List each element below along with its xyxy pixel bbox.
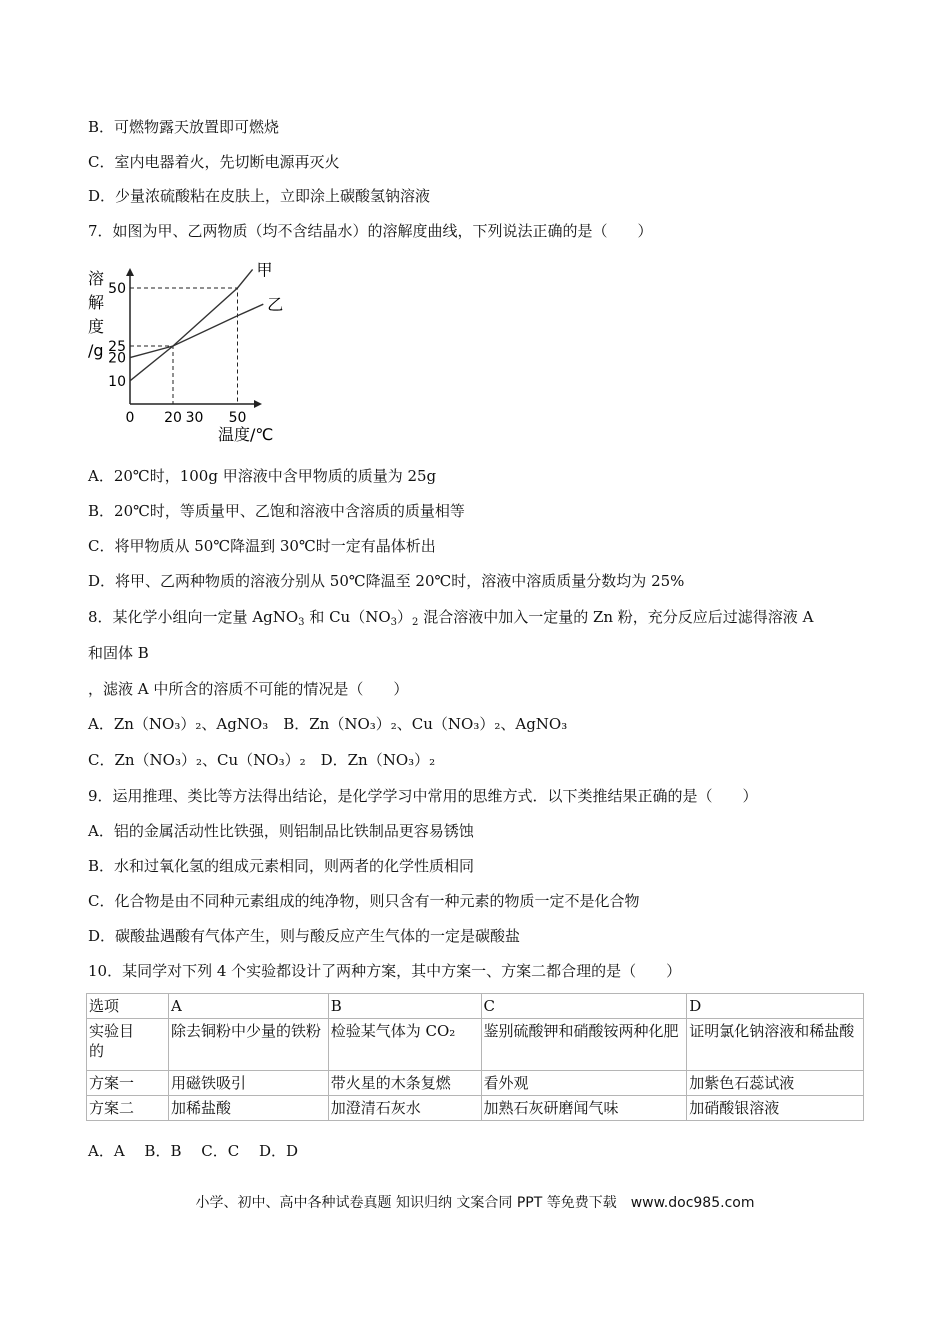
q8-stem-part: 混合溶液中加入一定量的 Zn 粉，充分反应后过滤得溶液 A [418,608,814,626]
series-curve-yi [130,304,263,357]
q10-table [86,993,864,1121]
table-cell: 加熟石灰研磨闻气味 [481,1096,687,1121]
q8-stem [88,607,813,633]
q9-option-a: A．铝的金属活动性比铁强，则铝制品比铁制品更容易锈蚀 [88,822,474,840]
series-label: 乙 [267,295,284,315]
y-axis-label-char: 度 [88,317,105,336]
table-row [87,1071,864,1096]
q7-option-b: B．20℃时，等质量甲、乙饱和溶液中含溶质的质量相等 [88,502,465,520]
table-cell: C [481,994,687,1019]
q10-options: A．A B．B C．C D．D [88,1142,299,1160]
q9-stem: 9．运用推理、类比等方法得出结论，是化学学习中常用的思维方式．以下类推结果正确的是（ ） [88,787,758,805]
y-axis-label-char: 解 [88,293,105,312]
x-tick-label: 0 [125,410,135,426]
table-row [87,1019,864,1071]
table-cell: A [168,994,328,1019]
q8-stem-part: 和 Cu（NO [304,608,391,626]
x-axis-label: 温度/℃ [218,425,274,444]
x-axis-arrow [254,400,262,408]
q7-option-d: D．将甲、乙两种物质的溶液分别从 50℃降温至 20℃时，溶液中溶质质量分数均为 25% [88,572,685,590]
series-label: 甲 [256,262,273,280]
table-cell: 除去铜粉中少量的铁粉 [168,1019,328,1071]
q8-options-ab: A．Zn（NO₃）₂、AgNO₃ B．Zn（NO₃）₂、Cu（NO₃）₂、AgNO₃ [88,715,568,733]
q8-options-cd: C．Zn（NO₃）₂、Cu（NO₃）₂ D．Zn（NO₃）₂ [88,751,436,769]
q8-stem-part: 8．某化学小组向一定量 AgNO [88,608,299,626]
y-tick-label: 25 [108,339,126,355]
table-cell: 用磁铁吸引 [168,1071,328,1096]
footer-ad: 小学、初中、高中各种试卷真题 知识归纳 文案合同 PPT 等免费下载 www.doc985.com [195,1195,755,1211]
q6-option-d: D．少量浓硫酸粘在皮肤上，立即涂上碳酸氢钠溶液 [88,187,431,205]
y-axis-label-char: 溶 [88,269,105,288]
q9-option-b: B．水和过氧化氢的组成元素相同，则两者的化学性质相同 [88,857,475,875]
y-tick-label: 10 [108,373,126,390]
table-cell: 加硝酸银溶液 [687,1096,864,1121]
y-axis-label-char: /g [88,341,104,360]
q10-stem: 10．某同学对下列 4 个实验都设计了两种方案，其中方案一、方案二都合理的是（ ） [88,962,682,980]
x-tick-label: 20 [164,410,182,426]
table-cell: 选项 [87,994,169,1019]
q7-stem: 7．如图为甲、乙两物质（均不含结晶水）的溶解度曲线，下列说法正确的是（ ） [88,222,653,240]
x-tick-label: 30 [185,410,204,426]
subscript: 2 [412,617,419,628]
table-cell: 带火星的木条复燃 [328,1071,481,1096]
table-cell: B [328,994,481,1019]
table-cell: 检验某气体为 CO₂ [328,1019,481,1071]
table-cell: 看外观 [481,1071,687,1096]
q9-option-c: C．化合物是由不同种元素组成的纯净物，则只含有一种元素的物质一定不是化合物 [88,892,640,910]
subscript: 3 [298,617,305,628]
y-tick-label: 20 [108,350,126,367]
y-axis-arrow [126,268,134,276]
q7-option-c: C．将甲物质从 50℃降温到 30℃时一定有晶体析出 [88,537,436,555]
table-cell: 证明氯化钠溶液和稀盐酸 [687,1019,864,1071]
series-curve-jia [130,269,253,380]
table-row [87,994,864,1019]
table-cell: 方案二 [87,1096,169,1121]
q6-option-b: B．可燃物露天放置即可燃烧 [88,118,280,136]
q8-stem-part: ） [397,608,413,626]
q9-option-d: D．碳酸盐遇酸有气体产生，则与酸反应产生气体的一定是碳酸盐 [88,927,521,945]
subscript: 3 [390,617,398,628]
x-tick-label: 50 [228,410,247,426]
table-row [87,1096,864,1121]
table-cell: 加稀盐酸 [168,1096,328,1121]
table-cell: 加澄清石灰水 [328,1096,481,1121]
q8-stem-line2: 和固体 B [88,644,149,662]
solubility-chart [86,262,286,444]
q7-option-a: A．20℃时，100g 甲溶液中含甲物质的质量为 25g [88,467,437,485]
table-cell: D [687,994,864,1019]
table-cell: 加紫色石蕊试液 [687,1071,864,1096]
y-tick-label: 50 [108,281,126,297]
q8-stem-line3: ，滤液 A 中所含的溶质不可能的情况是（ ） [88,680,409,698]
q6-option-c: C．室内电器着火，先切断电源再灭火 [88,153,340,171]
table-cell: 方案一 [87,1071,169,1096]
table-cell: 鉴别硫酸钾和硝酸铵两种化肥 [481,1019,687,1071]
y-axis-label [88,269,104,360]
table-cell: 实验目的 [87,1019,169,1071]
